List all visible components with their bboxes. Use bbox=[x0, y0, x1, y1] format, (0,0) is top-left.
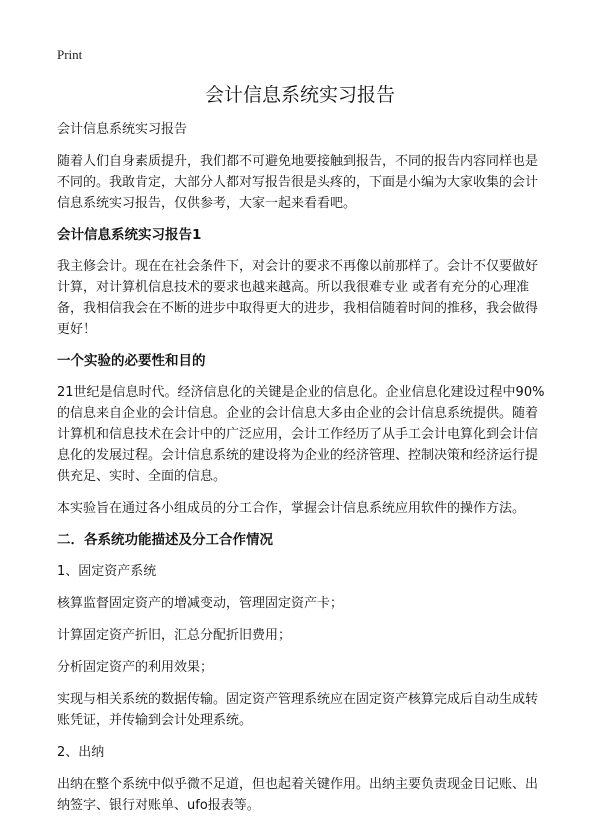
subsection-label: 1、固定资产系统 bbox=[57, 564, 157, 579]
list-item: 分析固定资产的利用效果； bbox=[57, 660, 214, 675]
print-link[interactable]: Print bbox=[57, 47, 83, 62]
list-item: 出纳在整个系统中似乎微不足道，但也起着关键作用。出纳主要负责现金日记账、出纳签字、银行对账单、ufo报表等。 bbox=[57, 777, 539, 813]
paragraph: 21世纪是信息时代。经济信息化的关键是企业的信息化。企业信息化建设过程中90%的信息来自企业的会计信息。企业的会计信息大多由企业的会计信息系统提供。随着计算机和信息技术在会计中的广泛应用，会计工作经历了从手工会计电算化到会计信息化的发展过程。会计信息系统的建设将为企业的经济管理、控制决策和经济运行提供充足、实时、全面的信息。 bbox=[57, 385, 545, 484]
subsection-label: 2、出纳 bbox=[57, 745, 105, 760]
paragraph: 我主修会计。现在在社会条件下，对会计的要求不再像以前那样了。会计不仅要做好计算，对计算机信息技术的要求也越来越高。所以我很难专业 或者有充分的心理准备，我相信我会在不断的进步中取得更大的进步，我相信随着时间的推移，我会做得更好！ bbox=[57, 259, 539, 337]
section-heading: 一个实验的必要性和目的 bbox=[57, 353, 206, 369]
section-heading: 二．各系统功能描述及分工合作情况 bbox=[57, 532, 273, 548]
page-title: 会计信息系统实习报告 bbox=[204, 84, 395, 106]
article-body bbox=[57, 119, 547, 827]
list-item: 实现与相关系统的数据传输。固定资产管理系统应在固定资产核算完成后自动生成转账凭证，并传输到会计处理系统。 bbox=[57, 692, 539, 728]
intro-paragraph: 随着人们自身素质提升，我们都不可避免地要接触到报告，不同的报告内容同样也是不同的。我敢肯定，大部分人都对写报告很是头疼的，下面是小编为大家收集的会计信息系统实习报告，仅供参考，大家一起来看看吧。 bbox=[57, 154, 539, 211]
list-item: 计算固定资产折旧，汇总分配折旧费用； bbox=[57, 628, 292, 643]
paragraph: 本实验旨在通过各小组成员的分工合作，掌握会计信息系统应用软件的操作方法。 bbox=[57, 501, 526, 516]
list-item: 核算监督固定资产的增减变动，管理固定资产卡； bbox=[57, 596, 344, 611]
article-subtitle: 会计信息系统实习报告 bbox=[57, 122, 188, 137]
report-heading: 会计信息系统实习报告1 bbox=[57, 227, 202, 243]
